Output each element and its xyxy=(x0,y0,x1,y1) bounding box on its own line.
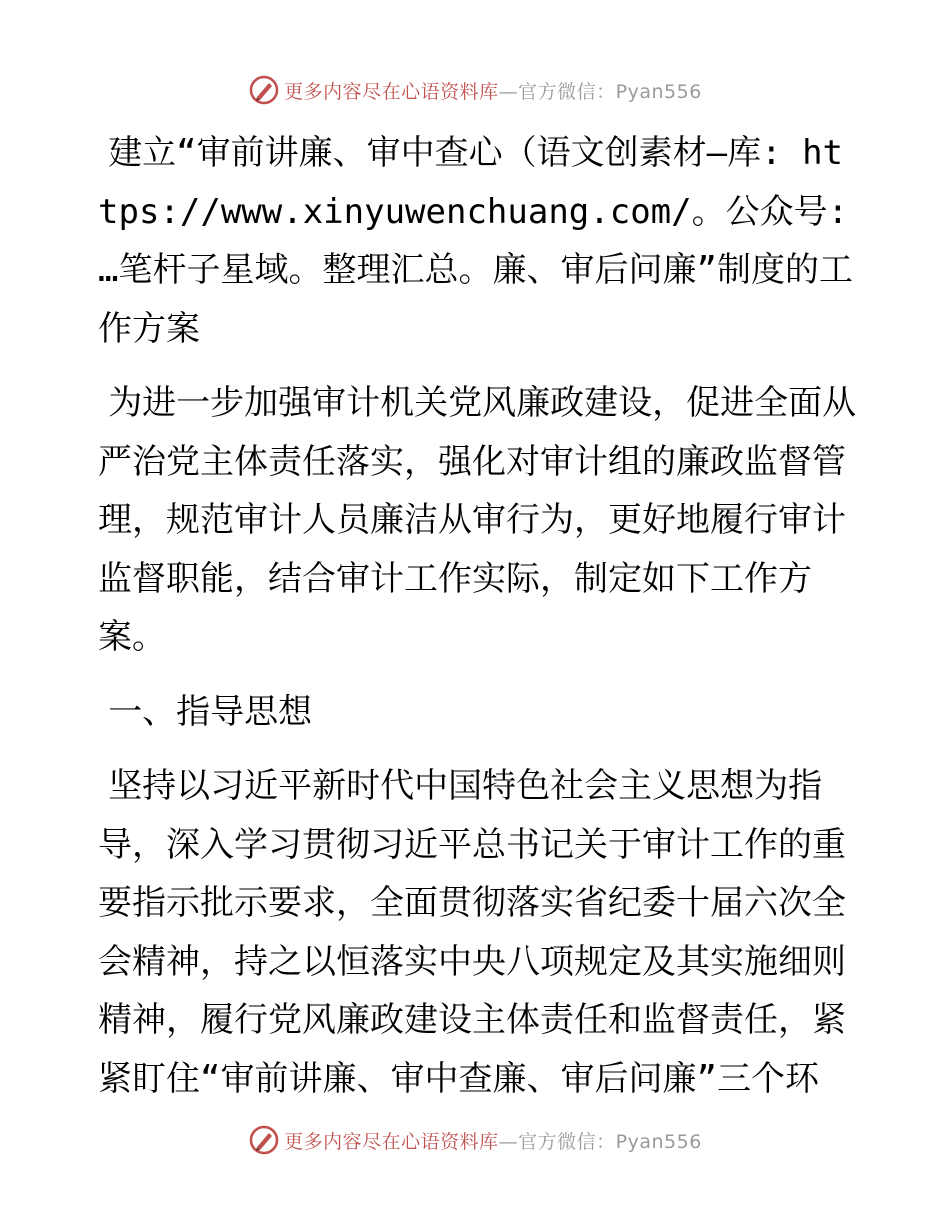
banner-separator: — xyxy=(498,80,519,103)
header-banner xyxy=(0,70,950,110)
banner-text xyxy=(284,1127,702,1154)
document-title: 建立“审前讲廉、审中查心（语文创素材—库: https://www.xinyuwenchuang.com/。公众号: …笔杆子星域。整理汇总。廉、审后问廉”制度的工作方案 xyxy=(98,133,853,349)
intro-paragraph: 为进一步加强审计机关党风廉政建设，促进全面从严治党主体责任落实，强化对审计组的廉政监督管理，规范审计人员廉洁从审行为，更好地履行审计监督职能，结合审计工作实际，制定如下工作方案。 xyxy=(98,383,857,657)
section-paragraph: 坚持以习近平新时代中国特色社会主义思想为指导，深入学习贯彻习近平总书记关于审计工作的重要指示批示要求，全面贯彻落实省纪委十届六次全会精神，持之以恒落实中央八项规定及其实施细则精神，履行党风廉政建设主体责任和监督责任，紧紧盯住“审前讲廉、审中查廉、审后问廉”三个环 xyxy=(98,766,846,1099)
banner-text xyxy=(284,77,702,104)
banner-brand: 更多内容尽在心语资料库 xyxy=(284,1130,499,1153)
banner-separator: — xyxy=(498,1130,519,1153)
document-body xyxy=(98,124,858,1124)
pen-logo-icon xyxy=(248,74,280,106)
banner-brand: 更多内容尽在心语资料库 xyxy=(284,80,499,103)
banner-contact: 官方微信：Pyan556 xyxy=(518,80,702,103)
section-heading: 一、指导思想 xyxy=(108,691,313,732)
footer-banner xyxy=(0,1120,950,1160)
banner-contact: 官方微信：Pyan556 xyxy=(518,1130,702,1153)
pen-logo-icon xyxy=(248,1124,280,1156)
